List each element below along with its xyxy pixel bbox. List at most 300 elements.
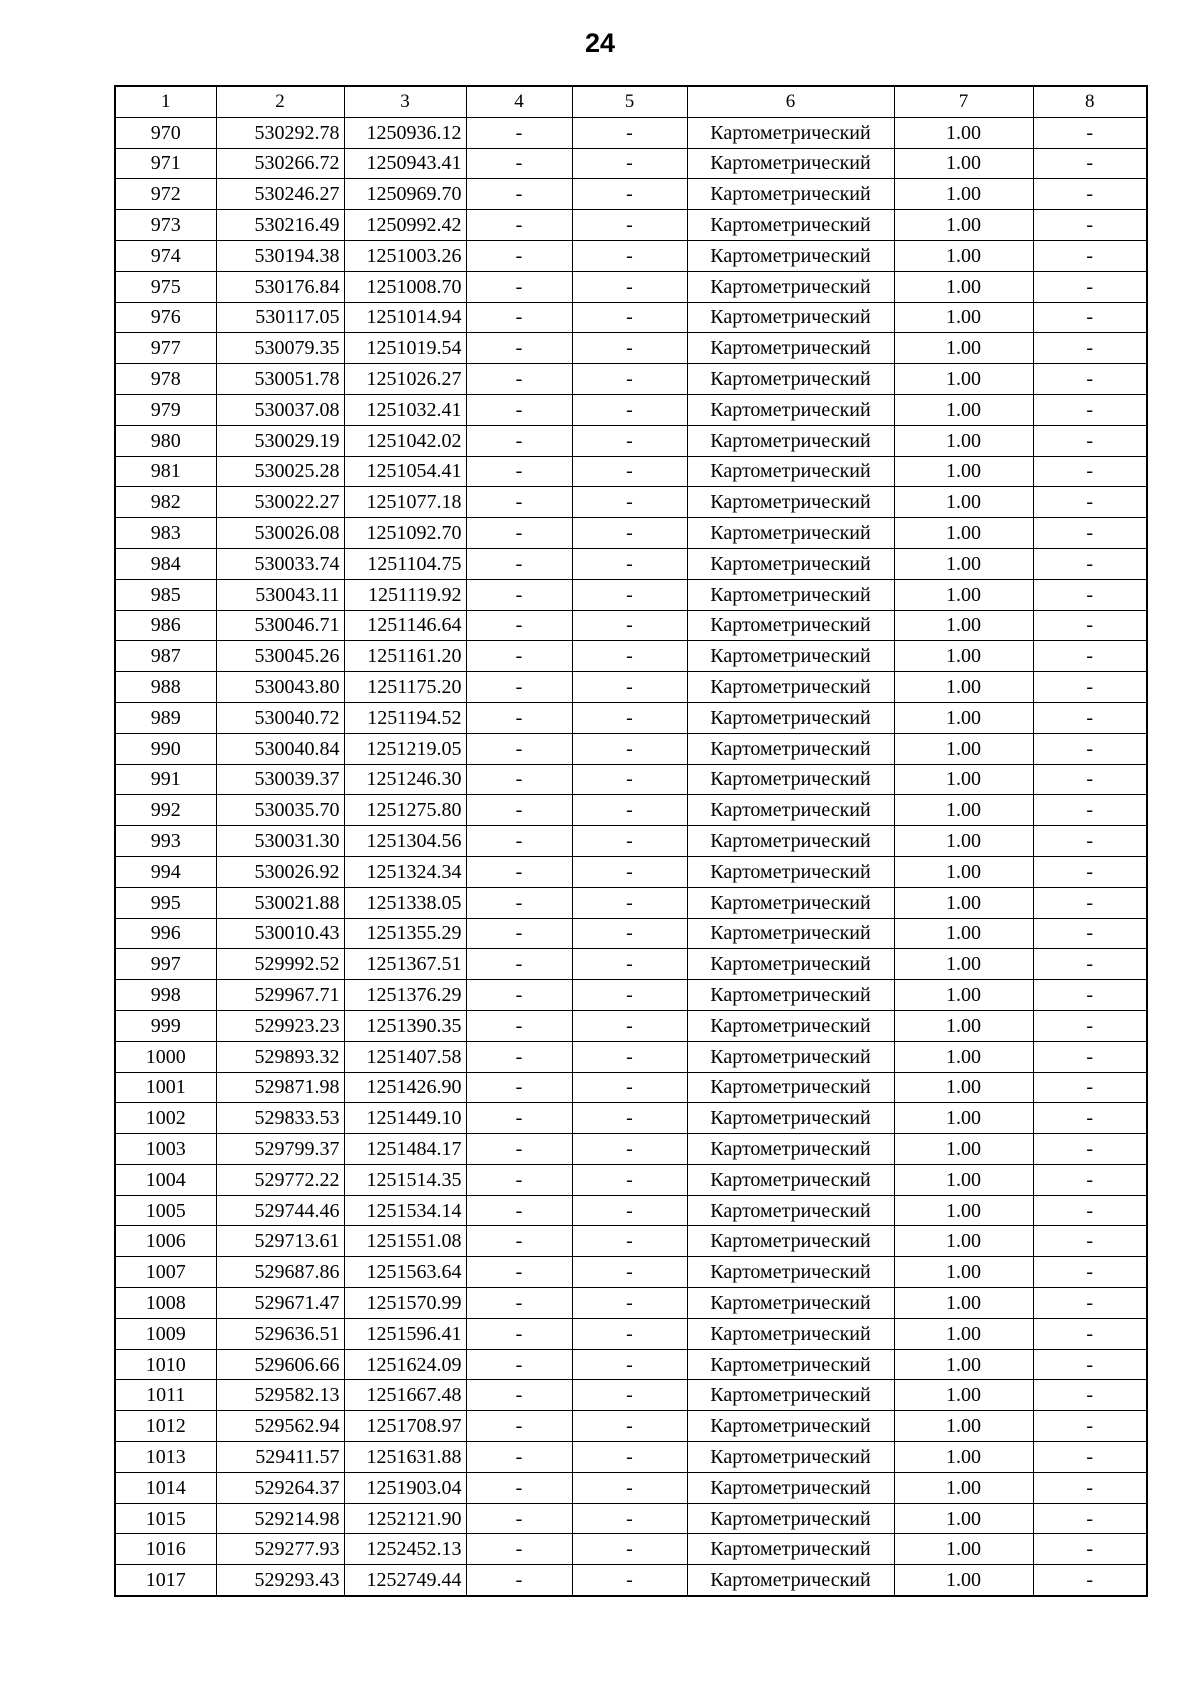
cell-accuracy: 1.00 [894, 1442, 1033, 1473]
cell-col-8: - [1033, 1134, 1147, 1165]
cell-col-8: - [1033, 394, 1147, 425]
cell-accuracy: 1.00 [894, 117, 1033, 148]
cell-y-coordinate: 1251484.17 [344, 1134, 466, 1165]
cell-method: Картометрический [687, 579, 894, 610]
cell-point-number: 1001 [115, 1072, 216, 1103]
table-row [115, 856, 1147, 887]
cell-method: Картометрический [687, 1134, 894, 1165]
cell-point-number: 996 [115, 918, 216, 949]
cell-x-coordinate: 530037.08 [216, 394, 344, 425]
cell-y-coordinate: 1251219.05 [344, 733, 466, 764]
cell-y-coordinate: 1251042.02 [344, 425, 466, 456]
column-header-7: 7 [894, 86, 1033, 117]
cell-accuracy: 1.00 [894, 518, 1033, 549]
cell-col-4: - [466, 1041, 572, 1072]
cell-accuracy: 1.00 [894, 733, 1033, 764]
cell-method: Картометрический [687, 764, 894, 795]
cell-x-coordinate: 529562.94 [216, 1411, 344, 1442]
cell-accuracy: 1.00 [894, 641, 1033, 672]
cell-col-5: - [572, 1257, 687, 1288]
cell-col-5: - [572, 302, 687, 333]
cell-x-coordinate: 530216.49 [216, 210, 344, 241]
cell-point-number: 984 [115, 548, 216, 579]
cell-col-8: - [1033, 1041, 1147, 1072]
cell-accuracy: 1.00 [894, 271, 1033, 302]
table-row [115, 1534, 1147, 1565]
cell-accuracy: 1.00 [894, 1534, 1033, 1565]
cell-col-5: - [572, 980, 687, 1011]
cell-accuracy: 1.00 [894, 302, 1033, 333]
cell-point-number: 977 [115, 333, 216, 364]
cell-col-8: - [1033, 672, 1147, 703]
cell-y-coordinate: 1250969.70 [344, 179, 466, 210]
cell-col-5: - [572, 641, 687, 672]
cell-accuracy: 1.00 [894, 887, 1033, 918]
cell-y-coordinate: 1250992.42 [344, 210, 466, 241]
cell-method: Картометрический [687, 795, 894, 826]
cell-col-5: - [572, 1164, 687, 1195]
cell-accuracy: 1.00 [894, 456, 1033, 487]
table-row [115, 518, 1147, 549]
cell-method: Картометрический [687, 1380, 894, 1411]
cell-method: Картометрический [687, 887, 894, 918]
cell-point-number: 998 [115, 980, 216, 1011]
cell-accuracy: 1.00 [894, 1349, 1033, 1380]
cell-col-5: - [572, 733, 687, 764]
cell-x-coordinate: 529293.43 [216, 1565, 344, 1596]
cell-point-number: 1017 [115, 1565, 216, 1596]
cell-x-coordinate: 530026.92 [216, 856, 344, 887]
table-row [115, 1072, 1147, 1103]
table-row [115, 733, 1147, 764]
cell-x-coordinate: 529713.61 [216, 1226, 344, 1257]
cell-x-coordinate: 530039.37 [216, 764, 344, 795]
cell-y-coordinate: 1251903.04 [344, 1472, 466, 1503]
cell-method: Картометрический [687, 1349, 894, 1380]
cell-method: Картометрический [687, 487, 894, 518]
cell-y-coordinate: 1252121.90 [344, 1503, 466, 1534]
cell-col-4: - [466, 1103, 572, 1134]
cell-accuracy: 1.00 [894, 826, 1033, 857]
cell-col-4: - [466, 456, 572, 487]
cell-point-number: 1010 [115, 1349, 216, 1380]
cell-col-4: - [466, 826, 572, 857]
table-row [115, 487, 1147, 518]
table-row [115, 1257, 1147, 1288]
cell-col-4: - [466, 1288, 572, 1319]
cell-x-coordinate: 530025.28 [216, 456, 344, 487]
cell-col-8: - [1033, 795, 1147, 826]
cell-point-number: 976 [115, 302, 216, 333]
cell-x-coordinate: 530045.26 [216, 641, 344, 672]
cell-col-4: - [466, 487, 572, 518]
cell-method: Картометрический [687, 949, 894, 980]
cell-y-coordinate: 1251708.97 [344, 1411, 466, 1442]
cell-y-coordinate: 1251338.05 [344, 887, 466, 918]
table-row [115, 240, 1147, 271]
cell-method: Картометрический [687, 179, 894, 210]
cell-col-8: - [1033, 240, 1147, 271]
cell-col-8: - [1033, 1010, 1147, 1041]
cell-accuracy: 1.00 [894, 425, 1033, 456]
cell-point-number: 1008 [115, 1288, 216, 1319]
cell-point-number: 986 [115, 610, 216, 641]
cell-col-5: - [572, 702, 687, 733]
cell-y-coordinate: 1251014.94 [344, 302, 466, 333]
cell-y-coordinate: 1251003.26 [344, 240, 466, 271]
cell-method: Картометрический [687, 702, 894, 733]
cell-col-8: - [1033, 980, 1147, 1011]
table-row [115, 394, 1147, 425]
cell-y-coordinate: 1251275.80 [344, 795, 466, 826]
cell-point-number: 1012 [115, 1411, 216, 1442]
table-row [115, 1318, 1147, 1349]
cell-point-number: 990 [115, 733, 216, 764]
cell-col-8: - [1033, 1503, 1147, 1534]
cell-col-5: - [572, 1380, 687, 1411]
cell-col-8: - [1033, 1472, 1147, 1503]
cell-col-8: - [1033, 518, 1147, 549]
cell-col-4: - [466, 148, 572, 179]
cell-col-4: - [466, 1442, 572, 1473]
cell-accuracy: 1.00 [894, 364, 1033, 395]
cell-col-8: - [1033, 117, 1147, 148]
cell-point-number: 987 [115, 641, 216, 672]
column-header-6: 6 [687, 86, 894, 117]
cell-col-8: - [1033, 918, 1147, 949]
cell-col-4: - [466, 672, 572, 703]
cell-point-number: 1004 [115, 1164, 216, 1195]
table-row [115, 271, 1147, 302]
cell-col-8: - [1033, 764, 1147, 795]
cell-col-5: - [572, 1288, 687, 1319]
cell-col-4: - [466, 856, 572, 887]
cell-y-coordinate: 1252452.13 [344, 1534, 466, 1565]
cell-y-coordinate: 1251104.75 [344, 548, 466, 579]
cell-point-number: 1005 [115, 1195, 216, 1226]
table-row [115, 210, 1147, 241]
cell-col-4: - [466, 302, 572, 333]
cell-x-coordinate: 529772.22 [216, 1164, 344, 1195]
table-row [115, 425, 1147, 456]
cell-accuracy: 1.00 [894, 918, 1033, 949]
cell-col-5: - [572, 1134, 687, 1165]
cell-col-4: - [466, 579, 572, 610]
cell-method: Картометрический [687, 1442, 894, 1473]
cell-accuracy: 1.00 [894, 764, 1033, 795]
cell-col-4: - [466, 1195, 572, 1226]
cell-y-coordinate: 1251376.29 [344, 980, 466, 1011]
cell-x-coordinate: 530117.05 [216, 302, 344, 333]
cell-accuracy: 1.00 [894, 240, 1033, 271]
cell-accuracy: 1.00 [894, 210, 1033, 241]
cell-y-coordinate: 1250943.41 [344, 148, 466, 179]
cell-point-number: 983 [115, 518, 216, 549]
cell-accuracy: 1.00 [894, 702, 1033, 733]
cell-accuracy: 1.00 [894, 1257, 1033, 1288]
cell-x-coordinate: 529606.66 [216, 1349, 344, 1380]
cell-x-coordinate: 530021.88 [216, 887, 344, 918]
cell-y-coordinate: 1251534.14 [344, 1195, 466, 1226]
cell-point-number: 978 [115, 364, 216, 395]
cell-method: Картометрический [687, 1041, 894, 1072]
table-row [115, 1010, 1147, 1041]
cell-col-5: - [572, 1411, 687, 1442]
cell-y-coordinate: 1251019.54 [344, 333, 466, 364]
cell-x-coordinate: 530040.72 [216, 702, 344, 733]
table-row [115, 456, 1147, 487]
page-number: 24 [584, 28, 616, 58]
cell-method: Картометрический [687, 980, 894, 1011]
cell-method: Картометрический [687, 302, 894, 333]
cell-accuracy: 1.00 [894, 1226, 1033, 1257]
cell-col-5: - [572, 764, 687, 795]
cell-x-coordinate: 530176.84 [216, 271, 344, 302]
cell-x-coordinate: 530246.27 [216, 179, 344, 210]
cell-point-number: 972 [115, 179, 216, 210]
table-row [115, 1195, 1147, 1226]
cell-method: Картометрический [687, 610, 894, 641]
cell-x-coordinate: 529636.51 [216, 1318, 344, 1349]
cell-col-5: - [572, 795, 687, 826]
cell-point-number: 1014 [115, 1472, 216, 1503]
cell-point-number: 982 [115, 487, 216, 518]
cell-point-number: 1000 [115, 1041, 216, 1072]
cell-method: Картометрический [687, 1411, 894, 1442]
cell-col-8: - [1033, 271, 1147, 302]
cell-col-8: - [1033, 641, 1147, 672]
cell-y-coordinate: 1251449.10 [344, 1103, 466, 1134]
cell-col-5: - [572, 333, 687, 364]
cell-col-4: - [466, 548, 572, 579]
cell-method: Картометрический [687, 456, 894, 487]
cell-y-coordinate: 1251054.41 [344, 456, 466, 487]
cell-method: Картометрический [687, 240, 894, 271]
cell-col-5: - [572, 518, 687, 549]
cell-col-5: - [572, 579, 687, 610]
cell-col-4: - [466, 1318, 572, 1349]
cell-y-coordinate: 1251324.34 [344, 856, 466, 887]
cell-accuracy: 1.00 [894, 1503, 1033, 1534]
cell-accuracy: 1.00 [894, 1041, 1033, 1072]
cell-col-5: - [572, 364, 687, 395]
cell-col-5: - [572, 179, 687, 210]
cell-point-number: 975 [115, 271, 216, 302]
cell-accuracy: 1.00 [894, 1103, 1033, 1134]
cell-col-8: - [1033, 364, 1147, 395]
table-body [115, 117, 1147, 1596]
cell-accuracy: 1.00 [894, 179, 1033, 210]
cell-method: Картометрический [687, 1288, 894, 1319]
cell-method: Картометрический [687, 1072, 894, 1103]
cell-y-coordinate: 1251407.58 [344, 1041, 466, 1072]
cell-col-4: - [466, 117, 572, 148]
cell-method: Картометрический [687, 641, 894, 672]
cell-col-5: - [572, 1010, 687, 1041]
cell-x-coordinate: 529893.32 [216, 1041, 344, 1072]
table-row [115, 333, 1147, 364]
cell-col-5: - [572, 1226, 687, 1257]
table-row [115, 1103, 1147, 1134]
cell-col-4: - [466, 641, 572, 672]
cell-col-8: - [1033, 1318, 1147, 1349]
cell-x-coordinate: 529923.23 [216, 1010, 344, 1041]
cell-method: Картометрический [687, 394, 894, 425]
cell-point-number: 1013 [115, 1442, 216, 1473]
cell-col-5: - [572, 826, 687, 857]
column-header-1: 1 [115, 86, 216, 117]
cell-accuracy: 1.00 [894, 1164, 1033, 1195]
cell-method: Картометрический [687, 518, 894, 549]
cell-y-coordinate: 1251175.20 [344, 672, 466, 703]
cell-col-8: - [1033, 333, 1147, 364]
cell-point-number: 1015 [115, 1503, 216, 1534]
cell-y-coordinate: 1251246.30 [344, 764, 466, 795]
cell-col-5: - [572, 918, 687, 949]
table-row [115, 1380, 1147, 1411]
table-row [115, 702, 1147, 733]
cell-col-4: - [466, 240, 572, 271]
cell-x-coordinate: 530026.08 [216, 518, 344, 549]
cell-col-8: - [1033, 579, 1147, 610]
table-row [115, 1041, 1147, 1072]
cell-col-8: - [1033, 1226, 1147, 1257]
cell-method: Картометрический [687, 1257, 894, 1288]
cell-y-coordinate: 1251146.64 [344, 610, 466, 641]
cell-x-coordinate: 530035.70 [216, 795, 344, 826]
cell-col-8: - [1033, 148, 1147, 179]
cell-x-coordinate: 530051.78 [216, 364, 344, 395]
cell-col-8: - [1033, 179, 1147, 210]
cell-method: Картометрический [687, 364, 894, 395]
cell-col-5: - [572, 1103, 687, 1134]
cell-y-coordinate: 1251624.09 [344, 1349, 466, 1380]
cell-point-number: 1006 [115, 1226, 216, 1257]
table-row [115, 672, 1147, 703]
cell-point-number: 995 [115, 887, 216, 918]
cell-col-8: - [1033, 733, 1147, 764]
cell-col-4: - [466, 733, 572, 764]
cell-col-4: - [466, 179, 572, 210]
cell-col-8: - [1033, 210, 1147, 241]
coordinates-table [114, 85, 1148, 1597]
cell-col-5: - [572, 887, 687, 918]
table-row [115, 764, 1147, 795]
cell-accuracy: 1.00 [894, 856, 1033, 887]
cell-col-4: - [466, 1257, 572, 1288]
cell-col-8: - [1033, 949, 1147, 980]
cell-x-coordinate: 529871.98 [216, 1072, 344, 1103]
cell-accuracy: 1.00 [894, 487, 1033, 518]
cell-y-coordinate: 1251032.41 [344, 394, 466, 425]
cell-y-coordinate: 1251667.48 [344, 1380, 466, 1411]
table-row [115, 641, 1147, 672]
cell-accuracy: 1.00 [894, 548, 1033, 579]
cell-x-coordinate: 529744.46 [216, 1195, 344, 1226]
cell-col-5: - [572, 1534, 687, 1565]
cell-x-coordinate: 530079.35 [216, 333, 344, 364]
table-row [115, 887, 1147, 918]
cell-y-coordinate: 1251631.88 [344, 1442, 466, 1473]
table-row [115, 364, 1147, 395]
cell-point-number: 1002 [115, 1103, 216, 1134]
cell-col-4: - [466, 918, 572, 949]
cell-col-5: - [572, 1349, 687, 1380]
cell-col-5: - [572, 394, 687, 425]
column-header-3: 3 [344, 86, 466, 117]
cell-col-5: - [572, 1442, 687, 1473]
cell-method: Картометрический [687, 117, 894, 148]
cell-col-4: - [466, 1349, 572, 1380]
cell-point-number: 991 [115, 764, 216, 795]
cell-col-5: - [572, 148, 687, 179]
table-row [115, 1411, 1147, 1442]
cell-col-8: - [1033, 425, 1147, 456]
cell-col-4: - [466, 425, 572, 456]
cell-col-4: - [466, 702, 572, 733]
header-row [115, 86, 1147, 117]
column-header-5: 5 [572, 86, 687, 117]
cell-col-8: - [1033, 302, 1147, 333]
cell-x-coordinate: 529214.98 [216, 1503, 344, 1534]
table-row [115, 1164, 1147, 1195]
cell-col-4: - [466, 887, 572, 918]
cell-point-number: 993 [115, 826, 216, 857]
cell-x-coordinate: 530194.38 [216, 240, 344, 271]
cell-col-4: - [466, 1411, 572, 1442]
cell-accuracy: 1.00 [894, 1318, 1033, 1349]
table-row [115, 548, 1147, 579]
cell-col-5: - [572, 1565, 687, 1596]
cell-point-number: 979 [115, 394, 216, 425]
cell-point-number: 1007 [115, 1257, 216, 1288]
table-row [115, 1349, 1147, 1380]
cell-point-number: 999 [115, 1010, 216, 1041]
cell-accuracy: 1.00 [894, 579, 1033, 610]
cell-point-number: 992 [115, 795, 216, 826]
cell-point-number: 988 [115, 672, 216, 703]
column-header-8: 8 [1033, 86, 1147, 117]
table-row [115, 795, 1147, 826]
cell-col-4: - [466, 980, 572, 1011]
cell-col-5: - [572, 1072, 687, 1103]
cell-col-8: - [1033, 887, 1147, 918]
cell-method: Картометрический [687, 548, 894, 579]
cell-col-4: - [466, 394, 572, 425]
cell-y-coordinate: 1251026.27 [344, 364, 466, 395]
cell-col-8: - [1033, 456, 1147, 487]
cell-accuracy: 1.00 [894, 148, 1033, 179]
cell-col-8: - [1033, 1411, 1147, 1442]
cell-col-8: - [1033, 1257, 1147, 1288]
table-row [115, 610, 1147, 641]
cell-method: Картометрический [687, 271, 894, 302]
cell-col-5: - [572, 240, 687, 271]
cell-x-coordinate: 530292.78 [216, 117, 344, 148]
cell-y-coordinate: 1251514.35 [344, 1164, 466, 1195]
cell-y-coordinate: 1251194.52 [344, 702, 466, 733]
cell-col-4: - [466, 210, 572, 241]
cell-y-coordinate: 1251390.35 [344, 1010, 466, 1041]
cell-col-4: - [466, 364, 572, 395]
cell-y-coordinate: 1251570.99 [344, 1288, 466, 1319]
column-header-4: 4 [466, 86, 572, 117]
cell-method: Картометрический [687, 1472, 894, 1503]
table-row [115, 1472, 1147, 1503]
cell-col-5: - [572, 210, 687, 241]
cell-accuracy: 1.00 [894, 1134, 1033, 1165]
cell-col-5: - [572, 949, 687, 980]
